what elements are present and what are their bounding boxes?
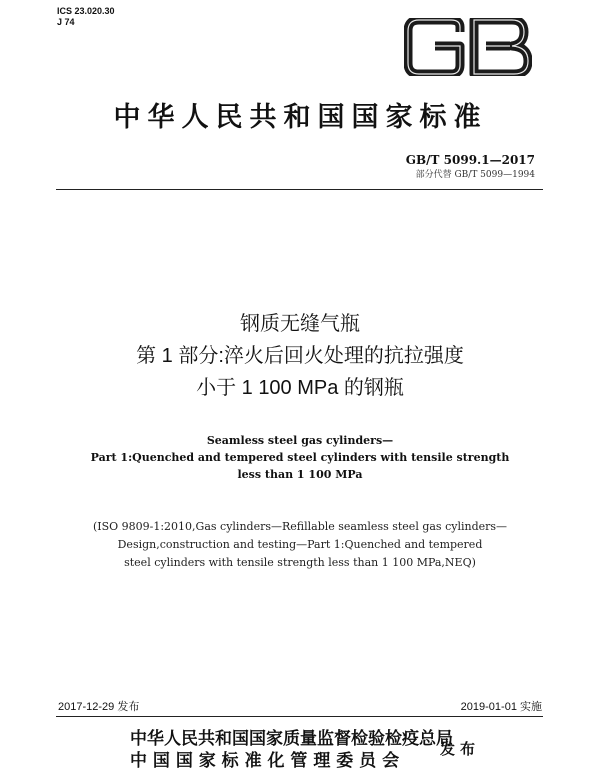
publish-date: 2017-12-29 发布 [58, 701, 140, 713]
iso-reference-line: Design,construction and testing—Part 1:Quenched and tempered [117, 538, 483, 551]
issuer-line: 中华人民共和国国家质量监督检验检疫总局 [130, 729, 453, 749]
chinese-title [40, 308, 560, 404]
iso-reference [40, 518, 560, 572]
replaces-note: 部分代替 GB/T 5099—1994 [415, 170, 535, 180]
top-divider [56, 189, 543, 190]
issuing-authorities [130, 728, 453, 772]
iso-reference-line: steel cylinders with tensile strength less than 1 100 MPa,NEQ) [124, 556, 476, 569]
english-title-line: Seamless steel gas cylinders— [206, 434, 394, 447]
issuer-line: 中 国 国 家 标 准 化 管 理 委 员 会 [130, 751, 400, 771]
iso-reference-line: (ISO 9809-1:2010,Gas cylinders—Refillable seamless steel gas cylinders— [92, 520, 508, 533]
english-title [40, 432, 560, 483]
ics-code: ICS 23.020.30 [57, 6, 115, 16]
chinese-title-line: 第 1 部分:淬火后回火处理的抗拉强度 [136, 345, 464, 367]
chinese-title-line: 小于 1 100 MPa 的钢瓶 [196, 377, 404, 399]
standard-number: GB/T 5099.1—2017 [405, 153, 535, 167]
chinese-title-line: 钢质无缝气瓶 [240, 313, 360, 335]
bottom-divider [56, 716, 543, 717]
issued-label: 发布 [440, 740, 481, 758]
implement-date: 2019-01-01 实施 [460, 701, 542, 713]
standard-body-title: 中华人民共和国国家标准 [113, 102, 488, 133]
english-title-line: less than 1 100 MPa [237, 468, 363, 481]
classification-code: J 74 [57, 17, 75, 27]
gb-logo [404, 18, 532, 76]
english-title-line: Part 1:Quenched and tempered steel cylinders with tensile strength [90, 451, 510, 464]
